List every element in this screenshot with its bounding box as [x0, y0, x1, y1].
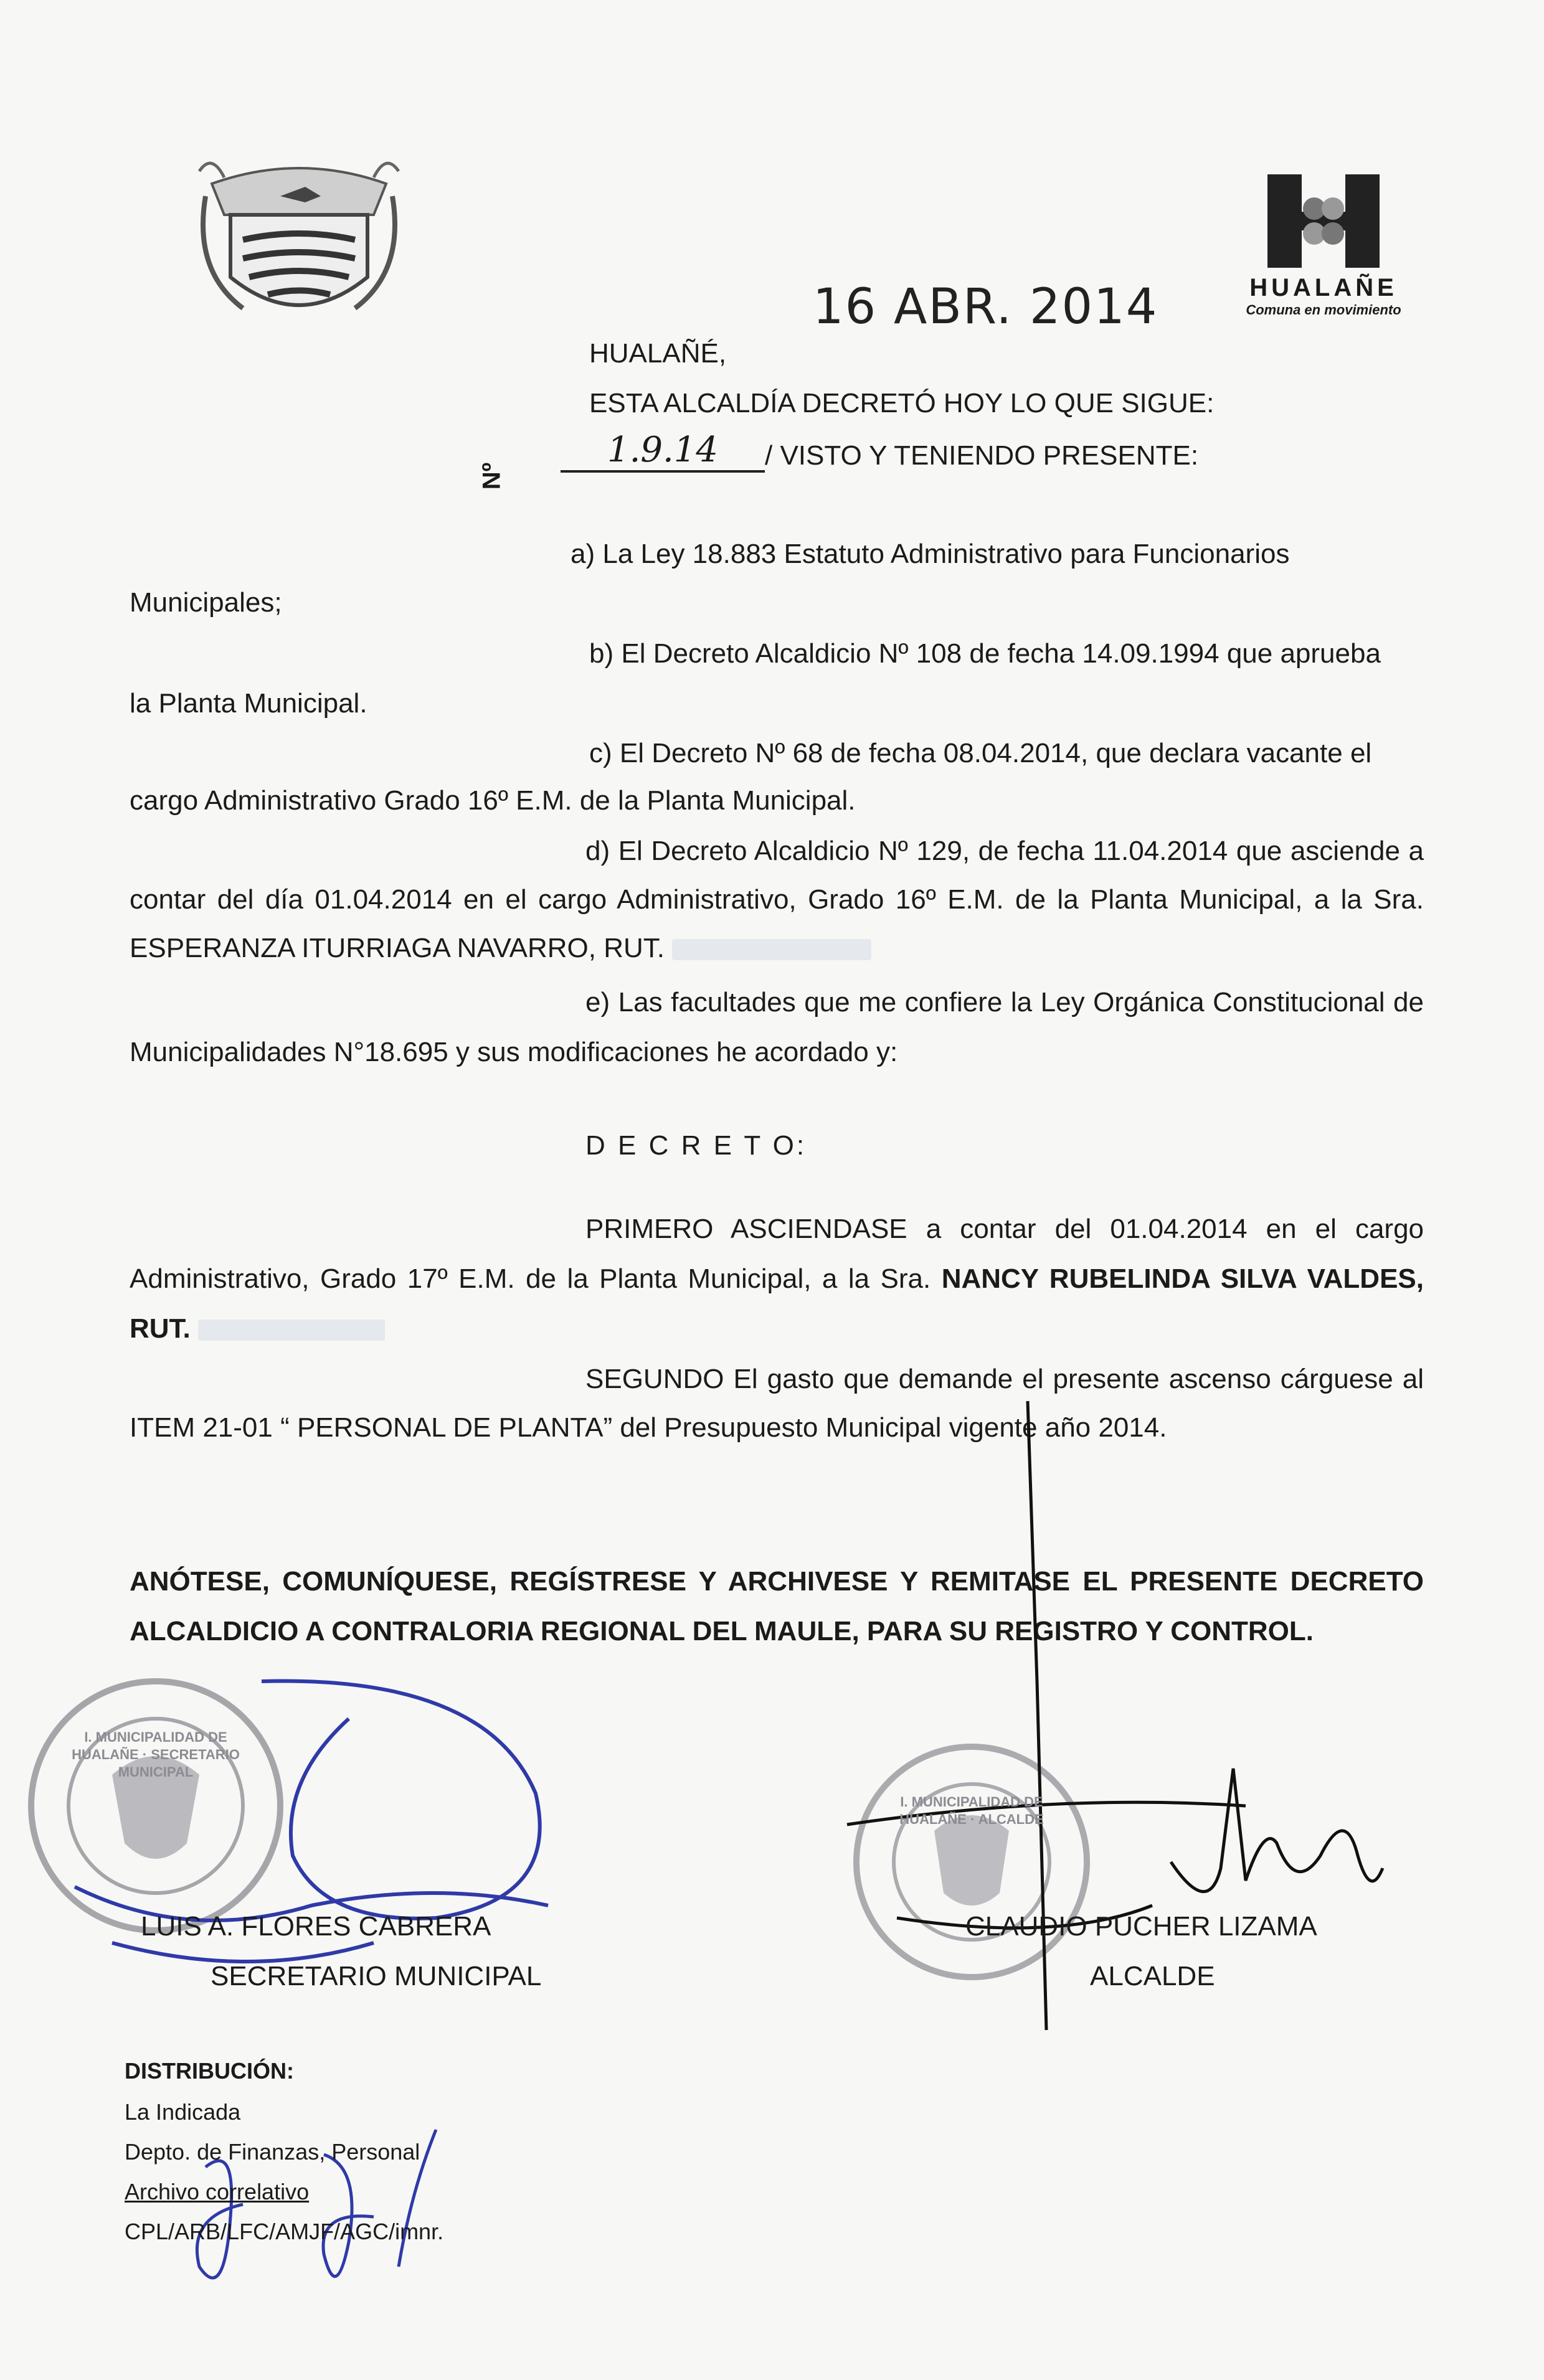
margin-mark: Nº [478, 462, 506, 490]
seal-left-text: I. MUNICIPALIDAD DE HUALAÑE · SECRETARIO MUNICIPAL [72, 1729, 240, 1780]
seal-right-text: I. MUNICIPALIDAD DE HUALAÑE · ALCALDE [899, 1794, 1044, 1827]
alcalde-title: ALCALDE [1090, 1961, 1215, 1991]
item-b-first: b) El Decreto Alcaldicio Nº 108 de fecha 14.09.1994 que aprueba [589, 638, 1381, 669]
decree-number-handwritten: 1.9.14 [607, 430, 719, 470]
distribucion-title: DISTRIBUCIÓN: [125, 2058, 294, 2084]
decree-intro: ESTA ALCALDÍA DECRETÓ HOY LO QUE SIGUE: [589, 388, 1215, 418]
place-label: HUALAÑÉ, [589, 338, 727, 369]
closing-paragraph: ANÓTESE, COMUNÍQUESE, REGÍSTRESE Y ARCHIVESE Y REMITASE EL PRESENTE DECRETO ALCALDICIO A CONTRALORIA REGIONAL DEL MAULE, PARA SU REGISTRO Y CONTROL. [130, 1566, 1424, 1646]
item-c-second: cargo Administrativo Grado 16º E.M. de la Planta Municipal. [130, 785, 856, 816]
item-a-second: Municipales; [130, 587, 282, 618]
secretario-name: LUIS A. FLORES CABRERA [141, 1911, 491, 1942]
primero-text: ASCIENDASE a contar del 01.04.2014 en el cargo Administrativo, Grado 17º E.M. de la Planta Municipal, a la Sra. [130, 1214, 1424, 1294]
distribucion-item: La Indicada [125, 2099, 241, 2125]
secretario-title: SECRETARIO MUNICIPAL [211, 1961, 542, 1991]
item-c-first: c) El Decreto Nº 68 de fecha 08.04.2014, que declara vacante el [589, 738, 1372, 768]
segundo-text: El gasto que demande el presente ascenso cárguese al ITEM 21-01 “ PERSONAL DE PLANTA” del Presupuesto Municipal vigente año 2014. [130, 1364, 1424, 1443]
segundo-label: SEGUNDO [585, 1364, 724, 1394]
seal-secretario [31, 1681, 280, 1930]
item-a-first: a) La Ley 18.883 Estatuto Administrativo para Funcionarios [571, 539, 1290, 569]
item-e-text: e) Las facultades que me confiere la Ley Orgánica Constitucional de Municipalidades N°18.695 y sus modificaciones he acordado y: [130, 987, 1424, 1067]
item-b-second: la Planta Municipal. [130, 688, 367, 719]
visto-label: / VISTO Y TENIENDO PRESENTE: [765, 440, 1199, 471]
decreto-title: D E C R E T O: [585, 1130, 807, 1161]
item-d-text: d) El Decreto Alcaldicio Nº 129, de fecha 11.04.2014 que asciende a contar del día 01.04.2014 en el cargo Administrativo, Grado 16º E.M. de la Planta Municipal, a la Sra. ESPERANZA ITURRIAGA NAVARRO, RUT. [130, 836, 1424, 963]
distribucion-item: Depto. de Finanzas, Personal [125, 2139, 420, 2165]
primero-label: PRIMERO [585, 1214, 714, 1244]
logo-tagline: Comuna en movimiento [1246, 302, 1401, 318]
primero-name: NANCY RUBELINDA SILVA VALDES, RUT. [130, 1263, 1424, 1344]
distribucion-item: Archivo correlativo [125, 2179, 310, 2204]
date-stamp: 16 ABR. 2014 [813, 279, 1158, 335]
distribucion-item: CPL/ARB/LFC/AMJF/AGC/imnr. [125, 2219, 444, 2244]
alcalde-name: CLAUDIO PUCHER LIZAMA [965, 1911, 1317, 1942]
logo-name: HUALAÑE [1249, 274, 1398, 301]
